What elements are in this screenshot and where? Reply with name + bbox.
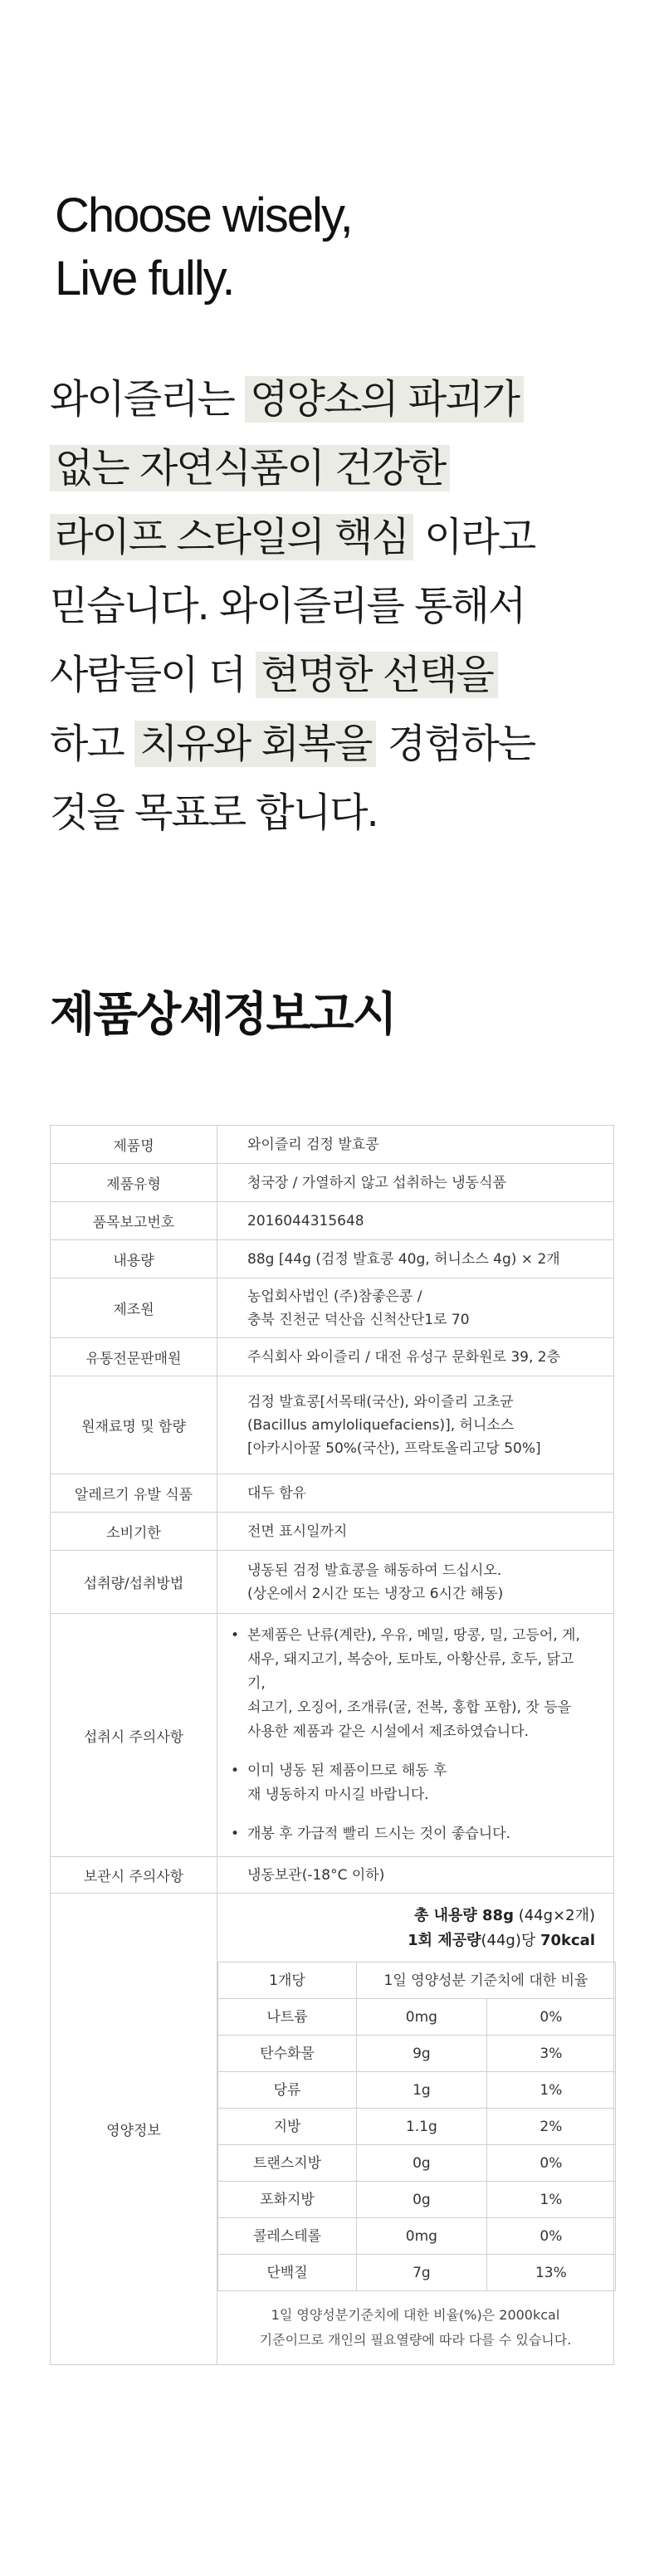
spec-row [51,1338,614,1376]
spec-row [51,1240,614,1278]
nutrition-row [218,2072,616,2109]
nutrition-note [217,2291,613,2364]
slogan-heading [55,184,352,310]
spec-value-line: 냉동된 검정 발효콩을 해동하여 드십시오. [247,1562,502,1579]
spec-value [217,1126,614,1164]
nutrient-percent: 1% [486,2182,615,2218]
nutrition-table [217,1962,616,2291]
nutrient-name: 당류 [218,2072,357,2109]
spec-value-line: 대두 함유 [247,1484,307,1502]
nutrient-amount: 7g [357,2255,487,2291]
nutrient-percent: 2% [486,2109,615,2145]
nutrient-amount: 1g [357,2072,487,2109]
nutrient-amount: 1.1g [357,2109,487,2145]
intro-text: 믿습니다. 와이즐리를 통해서 [50,583,525,629]
spec-row-nutrition [51,1894,614,2365]
spec-value [217,1278,614,1338]
spec-row [51,1376,614,1474]
nutrition-row [218,2218,616,2255]
spec-value-line: (Bacillus amyloliquefaciens)], 허니소스 [247,1416,515,1434]
nutrition-header-daily-ratio: 1일 영양성분 기준치에 대한 비율 [357,1963,616,1999]
nutrient-name: 콜레스테롤 [218,2218,357,2255]
spec-label: 품목보고번호 [51,1202,217,1240]
serving-detail: (44g)당 [481,1932,540,1949]
spec-value-line: 88g [44g (검정 발효콩 40g, 허니소스 4g) × 2개 [247,1250,560,1268]
intro-highlight: 영양소의 파괴가 [245,376,524,423]
brand-intro-paragraph [50,365,581,848]
spec-row [51,1126,614,1164]
spec-value: 냉동보관(-18°C 이하) [217,1857,614,1894]
spec-value-line: 검정 발효콩[서목태(국산), 와이즐리 고초균 [247,1393,514,1410]
spec-value-line: 와이즐리 검정 발효콩 [247,1136,379,1153]
intro-line [50,434,581,503]
spec-value-line: 충북 진천군 덕산읍 신척산단1로 70 [247,1311,470,1328]
nutrient-amount: 0mg [357,1999,487,2036]
nutrition-row [218,1999,616,2036]
caution-line: • 개봉 후 가급적 빨리 드시는 것이 좋습니다. [247,1826,511,1842]
caution-line: 새우, 돼지고기, 복숭아, 토마토, 아황산류, 호두, 닭고기, [247,1651,574,1692]
spec-row [51,1278,614,1338]
caution-list [247,1624,583,1846]
spec-value-line: 농업회사법인 (주)참좋은콩 / [247,1288,422,1305]
spec-label: 제품명 [51,1126,217,1164]
spec-value [217,1202,614,1240]
spec-label: 원재료명 및 함량 [51,1376,217,1474]
intro-text: 하고 [50,721,134,767]
nutrition-summary [217,1894,613,1962]
spec-value [217,1551,614,1614]
spec-label: 영양정보 [51,1894,217,2365]
spec-value [217,1240,614,1278]
serving-label: 1회 제공량 [408,1932,481,1949]
spec-value-line: [아카시아꿀 50%(국산), 프락토올리고당 50%] [247,1440,541,1457]
spec-label: 제품유형 [51,1164,217,1202]
slogan-line-2: Live fully. [55,252,234,306]
slogan-line-1: Choose wisely, [55,188,352,242]
total-detail: (44g×2개) [513,1907,595,1924]
nutrient-amount: 9g [357,2036,487,2072]
intro-line [50,503,581,572]
caution-item [247,1624,583,1744]
spec-row [51,1551,614,1614]
intro-line [50,572,581,641]
nutrient-amount: 0mg [357,2218,487,2255]
total-value: 88g [482,1907,514,1924]
nutrition-row [218,2182,616,2218]
spec-value-line: 전면 표시일까지 [247,1523,348,1540]
spec-label: 알레르기 유발 식품 [51,1474,217,1513]
caution-line: • 이미 냉동 된 제품이므로 해동 후 [247,1762,447,1779]
nutrient-amount: 0g [357,2182,487,2218]
spec-row [51,1513,614,1551]
nutrient-amount: 0g [357,2145,487,2182]
intro-text: 것을 목표로 합니다. [50,789,378,836]
nutrient-percent: 0% [486,2218,615,2255]
intro-line [50,710,581,779]
intro-highlight: 치유와 회복을 [134,721,376,767]
nutrient-name: 지방 [218,2109,357,2145]
spec-value [217,1376,614,1474]
nutrient-percent: 0% [486,1999,615,2036]
spec-row-storage [51,1857,614,1894]
nutrition-total [236,1904,595,1928]
caution-item [247,1759,583,1807]
caution-line: 재 냉동하지 마시길 바랍니다. [247,1787,429,1803]
intro-line [50,779,581,848]
product-info-table [50,1125,614,2365]
spec-value-line: 주식회사 와이즐리 / 대전 유성구 문화원로 39, 2층 [247,1348,561,1366]
nutrient-percent: 3% [486,2036,615,2072]
spec-value [217,1474,614,1513]
spec-row [51,1474,614,1513]
intro-line [50,641,581,710]
spec-row [51,1164,614,1202]
spec-value-line: 2016044315648 [247,1212,364,1229]
caution-item [247,1822,583,1846]
total-label: 총 내용량 [413,1907,483,1924]
caution-line: 쇠고기, 오징어, 조개류(굴, 전복, 홍합 포함), 잣 등을 [247,1699,572,1716]
nutrient-name: 포화지방 [218,2182,357,2218]
nutrition-row [218,2145,616,2182]
spec-value-line: 청국장 / 가열하지 않고 섭취하는 냉동식품 [247,1174,506,1191]
section-title: 제품상세정보고시 [50,988,396,1042]
intro-highlight: 라이프 스타일의 핵심 [50,514,413,560]
spec-row [51,1202,614,1240]
caution-line: 사용한 제품과 같은 시설에서 제조하였습니다. [247,1723,530,1740]
spec-value [217,1513,614,1551]
nutrient-name: 나트륨 [218,1999,357,2036]
intro-text: 경험하는 [376,721,535,767]
nutrient-name: 트랜스지방 [218,2145,357,2182]
spec-value-line: (상온에서 2시간 또는 냉장고 6시간 해동) [247,1585,504,1602]
spec-row-caution [51,1614,614,1857]
nutrition-cell [217,1894,614,2365]
nutrient-name: 단백질 [218,2255,357,2291]
intro-highlight: 없는 자연식품이 건강한 [50,445,450,491]
spec-label: 내용량 [51,1240,217,1278]
caution-line: • 본제품은 난류(계란), 우유, 메밀, 땅콩, 밀, 고등어, 게, [247,1627,580,1644]
spec-label: 제조원 [51,1278,217,1338]
nutrition-serving [236,1928,595,1953]
serving-kcal: 70kcal [540,1932,595,1949]
intro-text: 이라고 [413,514,535,560]
nutrient-percent: 0% [486,2145,615,2182]
nutrition-note-line: 1일 영양성분기준치에 대한 비율(%)은 2000kcal [271,2307,560,2323]
spec-label: 소비기한 [51,1513,217,1551]
spec-value [217,1338,614,1376]
nutrition-row [218,2036,616,2072]
nutrient-name: 탄수화물 [218,2036,357,2072]
nutrient-percent: 1% [486,2072,615,2109]
nutrient-percent: 13% [486,2255,615,2291]
intro-text: 사람들이 더 [50,652,256,698]
spec-label: 섭취시 주의사항 [51,1614,217,1857]
nutrition-note-line: 기준이므로 개인의 필요열량에 따라 다를 수 있습니다. [259,2332,572,2348]
intro-highlight: 현명한 선택을 [256,652,497,698]
caution-list-cell [217,1614,614,1857]
nutrition-row [218,2109,616,2145]
spec-value [217,1164,614,1202]
spec-label: 유통전문판매원 [51,1338,217,1376]
intro-text: 와이즐리는 [50,376,246,423]
nutrition-row [218,2255,616,2291]
nutrition-header-per-item: 1개당 [218,1963,357,1999]
spec-label: 보관시 주의사항 [51,1857,217,1894]
nutrition-header-row [218,1963,616,1999]
intro-line [50,365,581,434]
spec-label: 섭취량/섭취방법 [51,1551,217,1614]
